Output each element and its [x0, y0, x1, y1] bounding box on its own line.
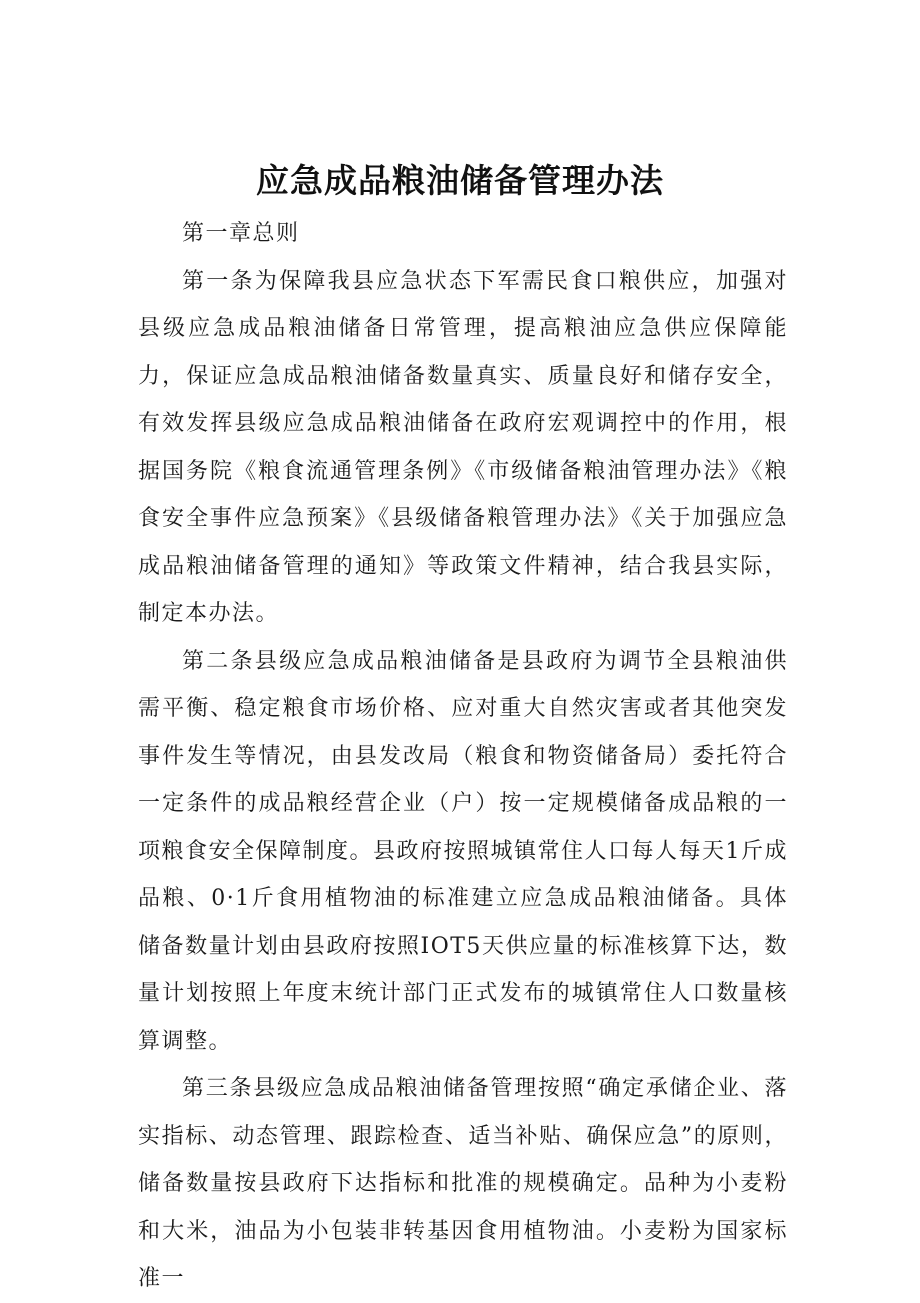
chapter-heading: 第一章总则	[182, 221, 300, 246]
article-2-paragraph: 第二条县级应急成品粮油储备是县政府为调节全县粮油供需平衡、稳定粮食市场价格、应对重大自然灾害或者其他突发事件发生等情况，由县发改局（粮食和物资储备局）委托符合一定条件的成品粮经营企业（户）按一定规模储备成品粮的一项粮食安全保障制度。县政府按照城镇常住人口每人每天1斤成品粮、0·1斤食用植物油的标准建立应急成品粮油储备。具体储备数量计划由县政府按照IOT5天供应量的标准核算下达，数量计划按照上年度末统计部门正式发布的城镇常住人口数量核算调整。	[138, 648, 788, 1054]
article-1-paragraph: 第一条为保障我县应急状态下军需民食口粮供应，加强对县级应急成品粮油储备日常管理，提高粮油应急供应保障能力，保证应急成品粮油储备数量真实、质量良好和储存安全，有效发挥县级应急成品粮油储备在政府宏观调控中的作用，根据国务院《粮食流通管理条例》《市级储备粮油管理办法》《粮食安全事件应急预案》《县级储备粮管理办法》《关于加强应急成品粮油储备管理的通知》等政策文件精神，结合我县实际，制定本办法。	[138, 268, 788, 626]
document-title: 应急成品粮油储备管理办法	[256, 161, 664, 201]
article-3-paragraph: 第三条县级应急成品粮油储备管理按照“确定承储企业、落实指标、动态管理、跟踪检查、适当补贴、确保应急”的原则，储备数量按县政府下达指标和批准的规模确定。品种为小麦粉和大米，油品为小包装非转基因食用植物油。小麦粉为国家标准一	[138, 1076, 788, 1291]
document-body	[138, 210, 788, 1303]
